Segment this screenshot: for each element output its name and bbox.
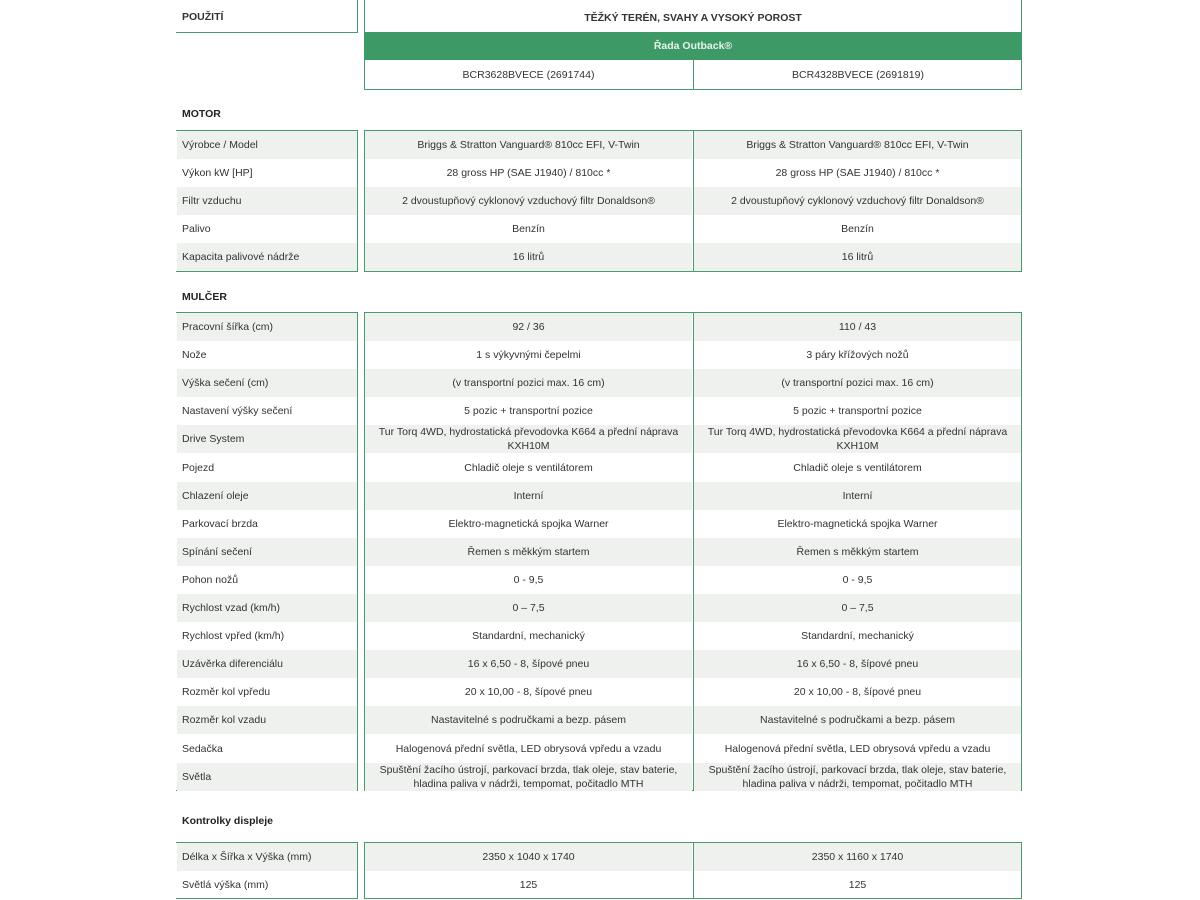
row-label: Délka x Šířka x Výška (mm)	[182, 851, 312, 864]
row-label: Rozměr kol vpředu	[182, 686, 271, 699]
table-row	[176, 215, 1022, 243]
table-row	[176, 159, 1022, 187]
table-row	[176, 369, 1022, 397]
row-value-2: 0 – 7,5	[841, 602, 874, 615]
table-row	[176, 313, 1022, 341]
table-row	[176, 341, 1022, 369]
row-value-1: Spuštění žacího ústrojí, parkovací brzda, tlak oleje, stav baterie, hladina paliva v nádrži, tempomat, počitadlo MTH	[379, 763, 678, 790]
row-value-2: 5 pozic + transportní pozice	[793, 405, 922, 418]
row-label: Světlá výška (mm)	[182, 879, 269, 892]
table-row	[176, 843, 1022, 871]
row-value-2: Interní	[842, 489, 873, 502]
table-row	[176, 735, 1022, 763]
row-value-1: 0 – 7,5	[512, 602, 545, 615]
row-value-1: Halogenová přední světla, LED obrysová vpředu a vzadu	[395, 742, 662, 755]
row-label: Kapacita palivové nádrže	[182, 251, 300, 264]
table-row	[176, 706, 1022, 734]
table-row	[176, 594, 1022, 622]
row-label: Chlazení oleje	[182, 489, 249, 502]
row-value-2: 16 x 6,50 - 8, šípové pneu	[796, 658, 919, 671]
row-value-1: Chladič oleje s ventilátorem	[464, 461, 593, 474]
row-value-2: Standardní, mechanický	[801, 630, 914, 643]
row-value-2: 2350 x 1160 x 1740	[811, 851, 904, 864]
row-value-1: 16 litrů	[512, 251, 545, 264]
row-label: Uzávěrka diferenciálu	[182, 658, 283, 671]
table-row	[176, 678, 1022, 706]
row-value-1: Řemen s měkkým startem	[467, 545, 590, 558]
row-value-1: 20 x 10,00 - 8, šípové pneu	[464, 686, 593, 699]
row-value-1: Briggs & Stratton Vanguard® 810cc EFI, V-Twin	[417, 139, 640, 152]
row-label: Filtr vzduchu	[182, 195, 242, 208]
table-row	[176, 482, 1022, 510]
row-value-1: (v transportní pozici max. 16 cm)	[452, 377, 605, 390]
row-label: Pracovní šířka (cm)	[182, 321, 274, 334]
row-label: Rychlost vpřed (km/h)	[182, 630, 285, 643]
row-value-1: Benzín	[512, 223, 545, 236]
row-value-2: 16 litrů	[841, 251, 874, 264]
row-value-1: Elektro-magnetická spojka Warner	[448, 517, 609, 530]
row-label: Nastavení výšky sečení	[182, 405, 293, 418]
row-label: Rychlost vzad (km/h)	[182, 602, 281, 615]
row-label: Pohon nožů	[182, 573, 239, 586]
row-value-1: Standardní, mechanický	[472, 630, 585, 643]
row-value-1: 28 gross HP (SAE J1940) / 810cc *	[446, 167, 611, 180]
row-value-1: 2350 x 1040 x 1740	[482, 851, 575, 864]
row-label: Parkovací brzda	[182, 517, 258, 530]
row-label: Výška sečení (cm)	[182, 377, 269, 390]
table-row	[176, 510, 1022, 538]
row-value-2: 20 x 10,00 - 8, šípové pneu	[793, 686, 922, 699]
row-label: Rozměr kol vzadu	[182, 714, 267, 727]
section-title: MULČER	[182, 291, 227, 303]
row-label: Palivo	[182, 223, 211, 236]
row-value-2: Nastavitelné s područkami a bezp. pásem	[760, 714, 955, 727]
table-row	[176, 566, 1022, 594]
row-value-2: 28 gross HP (SAE J1940) / 810cc *	[775, 167, 940, 180]
table-row	[176, 397, 1022, 425]
row-value-2: 2 dvoustupňový cyklonový vzduchový filtr Donaldson®	[731, 195, 984, 208]
row-label: Světla	[182, 770, 212, 783]
table-row	[176, 763, 1022, 791]
table-row	[176, 243, 1022, 271]
model-2: BCR4328BVECE (2691819)	[693, 60, 1022, 89]
model-1: BCR3628BVECE (2691744)	[462, 68, 595, 81]
row-value-1: 0 - 9,5	[513, 573, 544, 586]
section-title: Kontrolky displeje	[182, 815, 274, 827]
row-value-2: Halogenová přední světla, LED obrysová vpředu a vzadu	[724, 742, 991, 755]
row-label: Sedačka	[182, 742, 223, 755]
row-value-2: 0 - 9,5	[842, 573, 873, 586]
usage-value: TĚŽKÝ TERÉN, SVAHY A VYSOKÝ POROST	[584, 12, 802, 24]
row-label: Výrobce / Model	[182, 139, 258, 152]
series-banner: Řada Outback®	[364, 32, 1022, 60]
row-value-1: 1 s výkyvnými čepelmi	[476, 349, 581, 362]
row-value-2: Řemen s měkkým startem	[796, 545, 919, 558]
row-value-1: 5 pozic + transportní pozice	[464, 405, 593, 418]
row-value-1: 125	[519, 879, 538, 892]
row-value-2: Briggs & Stratton Vanguard® 810cc EFI, V-Twin	[746, 139, 969, 152]
row-value-2: Benzín	[841, 223, 874, 236]
row-label: Spínání sečení	[182, 545, 253, 558]
row-value-2: Spuštění žacího ústrojí, parkovací brzda, tlak oleje, stav baterie, hladina paliva v nádrži, tempomat, počitadlo MTH	[708, 763, 1007, 790]
row-label: Nože	[182, 349, 207, 362]
row-value-2: 110 / 43	[838, 321, 877, 334]
row-label: Drive System	[182, 433, 245, 446]
table-row	[176, 454, 1022, 482]
row-value-2: Tur Torq 4WD, hydrostatická převodovka K664 a přední náprava KXH10M	[707, 426, 1008, 453]
row-value-1: Interní	[513, 489, 544, 502]
table-row	[176, 871, 1022, 899]
table-row	[176, 425, 1022, 453]
row-value-2: Elektro-magnetická spojka Warner	[777, 517, 938, 530]
row-value-2: Chladič oleje s ventilátorem	[793, 461, 922, 474]
table-row	[176, 622, 1022, 650]
row-label: Pojezd	[182, 461, 215, 474]
row-label: Výkon kW [HP]	[182, 167, 253, 180]
row-value-2: 125	[848, 879, 867, 892]
usage-label: POUŽITÍ	[182, 11, 224, 23]
row-value-1: 16 x 6,50 - 8, šípové pneu	[467, 658, 590, 671]
section-title: MOTOR	[182, 108, 221, 120]
row-value-1: Tur Torq 4WD, hydrostatická převodovka K664 a přední náprava KXH10M	[378, 426, 679, 453]
table-row	[176, 650, 1022, 678]
row-value-2: (v transportní pozici max. 16 cm)	[781, 377, 934, 390]
row-value-1: 2 dvoustupňový cyklonový vzduchový filtr Donaldson®	[402, 195, 655, 208]
row-value-1: Nastavitelné s područkami a bezp. pásem	[431, 714, 626, 727]
table-row	[176, 187, 1022, 215]
table-row	[176, 131, 1022, 159]
row-value-1: 92 / 36	[512, 321, 545, 334]
row-value-2: 3 páry křížových nožů	[806, 349, 909, 362]
table-row	[176, 538, 1022, 566]
